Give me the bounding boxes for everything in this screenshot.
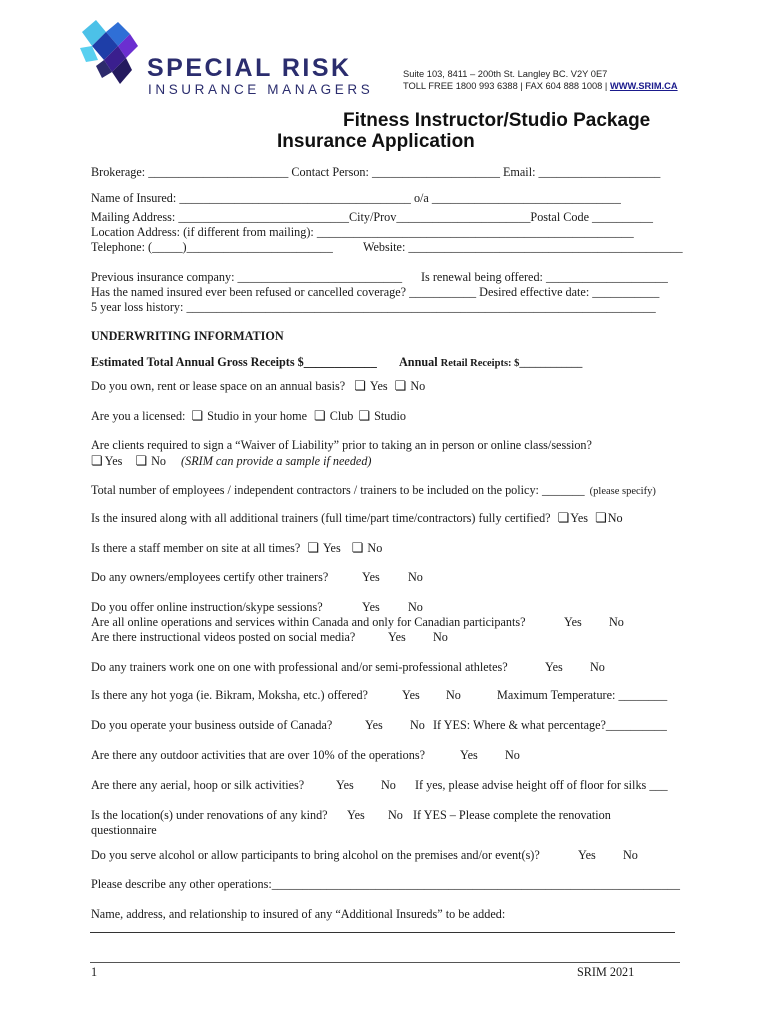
no-option[interactable]: No xyxy=(446,688,461,702)
staff-on-site-text: Is there a staff member on site at all times? xyxy=(91,541,301,555)
logo-name: SPECIAL RISK xyxy=(147,54,352,82)
no-label: No xyxy=(410,379,426,393)
yes-option[interactable]: Yes xyxy=(336,778,354,792)
aerial-question: Are there any aerial, hoop or silk activities? xyxy=(91,778,305,792)
header-address-line2 xyxy=(403,80,678,92)
footer-brand: SRIM 2021 xyxy=(577,965,635,979)
no-option[interactable]: No xyxy=(505,748,520,762)
employees-text[interactable]: Total number of employees / independent contractors / trainers to be included on the policy: _______ xyxy=(91,483,585,497)
checkbox-icon[interactable]: ❏ xyxy=(351,540,364,555)
alcohol-question: Do you serve alcohol or allow participants to bring alcohol on the premises and/or event(s)? xyxy=(91,848,540,862)
underwriting-heading: UNDERWRITING INFORMATION xyxy=(91,329,284,343)
renovation-note: If YES – Please complete the renovation xyxy=(413,808,611,822)
additional-insureds-line[interactable] xyxy=(90,932,675,933)
waiver-note: (SRIM can provide a sample if needed) xyxy=(181,454,372,468)
no-label: No xyxy=(151,454,166,468)
form-title-line2: Insurance Application xyxy=(277,131,475,152)
no-option[interactable]: No xyxy=(408,570,423,584)
studio-label: Studio xyxy=(374,409,406,423)
checkbox-icon[interactable]: ❏ xyxy=(191,408,204,423)
gross-receipts-field[interactable]: Estimated Total Annual Gross Receipts $____________ xyxy=(91,355,377,369)
yes-option[interactable]: Yes xyxy=(578,848,596,862)
header-contact-numbers: TOLL FREE 1800 993 6388 | FAX 604 888 1008 | xyxy=(403,81,610,91)
certified-text: Is the insured along with all additional trainers (full time/part time/contractors) fully certified? xyxy=(91,511,551,525)
yes-label: Yes xyxy=(570,511,589,525)
brokerage-field[interactable]: Brokerage: _______________________ Contact Person: _____________________ Email: ____________________ xyxy=(91,165,661,179)
yes-option[interactable]: Yes xyxy=(362,600,380,614)
yes-option[interactable]: Yes xyxy=(347,808,365,822)
logo-subname: INSURANCE MANAGERS xyxy=(148,82,374,97)
additional-insureds-question: Name, address, and relationship to insured of any “Additional Insureds” to be added: xyxy=(91,907,506,921)
no-label: No xyxy=(607,511,623,525)
checkbox-icon[interactable]: ❏ xyxy=(135,453,148,468)
other-operations-field[interactable]: Please describe any other operations:___________________________________________________________________ xyxy=(91,877,680,891)
retail-receipts-field[interactable] xyxy=(399,355,582,371)
athletes-question: Do any trainers work one on one with professional and/or semi-professional athletes? xyxy=(91,660,508,674)
no-option[interactable]: No xyxy=(609,615,624,629)
no-option[interactable]: No xyxy=(433,630,448,644)
where-percentage-field[interactable]: If YES: Where & what percentage?__________ xyxy=(433,718,667,732)
waiver-answers xyxy=(91,454,371,468)
renovations-question: Is the location(s) under renovations of any kind? xyxy=(91,808,328,822)
yes-option[interactable]: Yes xyxy=(564,615,582,629)
website-link[interactable]: WWW.SRIM.CA xyxy=(609,81,678,91)
yes-label: Yes xyxy=(322,541,341,555)
yes-option[interactable]: Yes xyxy=(402,688,420,702)
no-option[interactable]: No xyxy=(623,848,638,862)
retail-receipts-label: Retail Receipts: $____________ xyxy=(440,358,583,369)
previous-insurance-field[interactable]: Previous insurance company: ___________________________ xyxy=(91,270,403,284)
yes-label: Yes xyxy=(104,454,123,468)
no-option[interactable]: No xyxy=(388,808,403,822)
outdoor-question: Are there any outdoor activities that are over 10% of the operations? xyxy=(91,748,426,762)
checkbox-icon[interactable]: ❏ xyxy=(358,408,371,423)
page-number: 1 xyxy=(91,965,98,979)
checkbox-icon[interactable]: ❏ xyxy=(307,540,319,555)
yes-option[interactable]: Yes xyxy=(362,570,380,584)
please-specify-note: (please specify) xyxy=(589,486,656,497)
telephone-field[interactable]: Telephone: (_____)________________________ xyxy=(91,240,333,254)
no-option[interactable]: No xyxy=(408,600,423,614)
checkbox-icon[interactable]: ❏ xyxy=(354,378,366,393)
location-address-field[interactable]: Location Address: (if different from mailing): ____________________________________________________ xyxy=(91,225,634,239)
form-title-line1: Fitness Instructor/Studio Package xyxy=(343,110,651,131)
staff-on-site-question xyxy=(91,541,382,555)
licensed-text: Are you a licensed: xyxy=(91,409,186,423)
no-label: No xyxy=(367,541,383,555)
no-option[interactable]: No xyxy=(590,660,605,674)
canada-only-question: Are all online operations and services within Canada and only for Canadian participants? xyxy=(91,615,526,629)
loss-history-field[interactable]: 5 year loss history: _____________________________________________________________________________ xyxy=(91,300,656,314)
yes-option[interactable]: Yes xyxy=(365,718,383,732)
yes-option[interactable]: Yes xyxy=(460,748,478,762)
certified-question xyxy=(91,511,623,525)
annual-label: Annual xyxy=(399,355,438,369)
silks-height-field[interactable]: If yes, please advise height off of floor for silks ___ xyxy=(415,778,668,792)
outside-canada-question: Do you operate your business outside of Canada? xyxy=(91,718,333,732)
checkbox-icon[interactable]: ❏ xyxy=(314,408,326,423)
videos-question: Are there instructional videos posted on social media? xyxy=(91,630,356,644)
employees-question xyxy=(91,483,656,499)
checkbox-icon[interactable]: ❏ xyxy=(557,510,570,525)
hot-yoga-question: Is there any hot yoga (ie. Bikram, Moksha, etc.) offered? xyxy=(91,688,368,702)
renovation-questionnaire-label: questionnaire xyxy=(91,823,157,837)
own-rent-text: Do you own, rent or lease space on an annual basis? xyxy=(91,379,346,393)
checkbox-icon[interactable]: ❏ xyxy=(394,378,407,393)
checkbox-icon[interactable]: ❏ xyxy=(595,510,607,525)
yes-option[interactable]: Yes xyxy=(545,660,563,674)
licensed-question xyxy=(91,409,406,423)
max-temperature-field[interactable]: Maximum Temperature: ________ xyxy=(497,688,668,702)
renewal-field[interactable]: Is renewal being offered: ____________________ xyxy=(421,270,668,284)
website-field[interactable]: Website: _____________________________________________ xyxy=(363,240,683,254)
waiver-question: Are clients required to sign a “Waiver of Liability” prior to taking an in person or online class/session? xyxy=(91,438,592,452)
certify-others-question: Do any owners/employees certify other trainers? xyxy=(91,570,329,584)
online-instruction-question: Do you offer online instruction/skype sessions? xyxy=(91,600,323,614)
checkbox-icon[interactable]: ❏ xyxy=(91,453,103,468)
header-address-line1: Suite 103, 8411 – 200th St. Langley BC. V2Y 0E7 xyxy=(403,69,608,79)
company-logo xyxy=(78,18,140,96)
yes-option[interactable]: Yes xyxy=(388,630,406,644)
studio-home-label: Studio in your home xyxy=(207,409,307,423)
logo-mark-icon xyxy=(78,18,140,96)
name-of-insured-field[interactable]: Name of Insured: ______________________________________ o/a _______________________________ xyxy=(91,191,621,205)
own-rent-question xyxy=(91,379,425,393)
mailing-address-field[interactable]: Mailing Address: ____________________________City/Prov______________________Postal Code __________ xyxy=(91,210,653,224)
footer-divider xyxy=(90,962,680,963)
refused-coverage-field[interactable]: Has the named insured ever been refused or cancelled coverage? ___________ Desired effective date: ___________ xyxy=(91,285,660,299)
yes-label: Yes xyxy=(369,379,388,393)
no-option[interactable]: No xyxy=(410,718,425,732)
club-label: Club xyxy=(329,409,354,423)
no-option[interactable]: No xyxy=(381,778,396,792)
